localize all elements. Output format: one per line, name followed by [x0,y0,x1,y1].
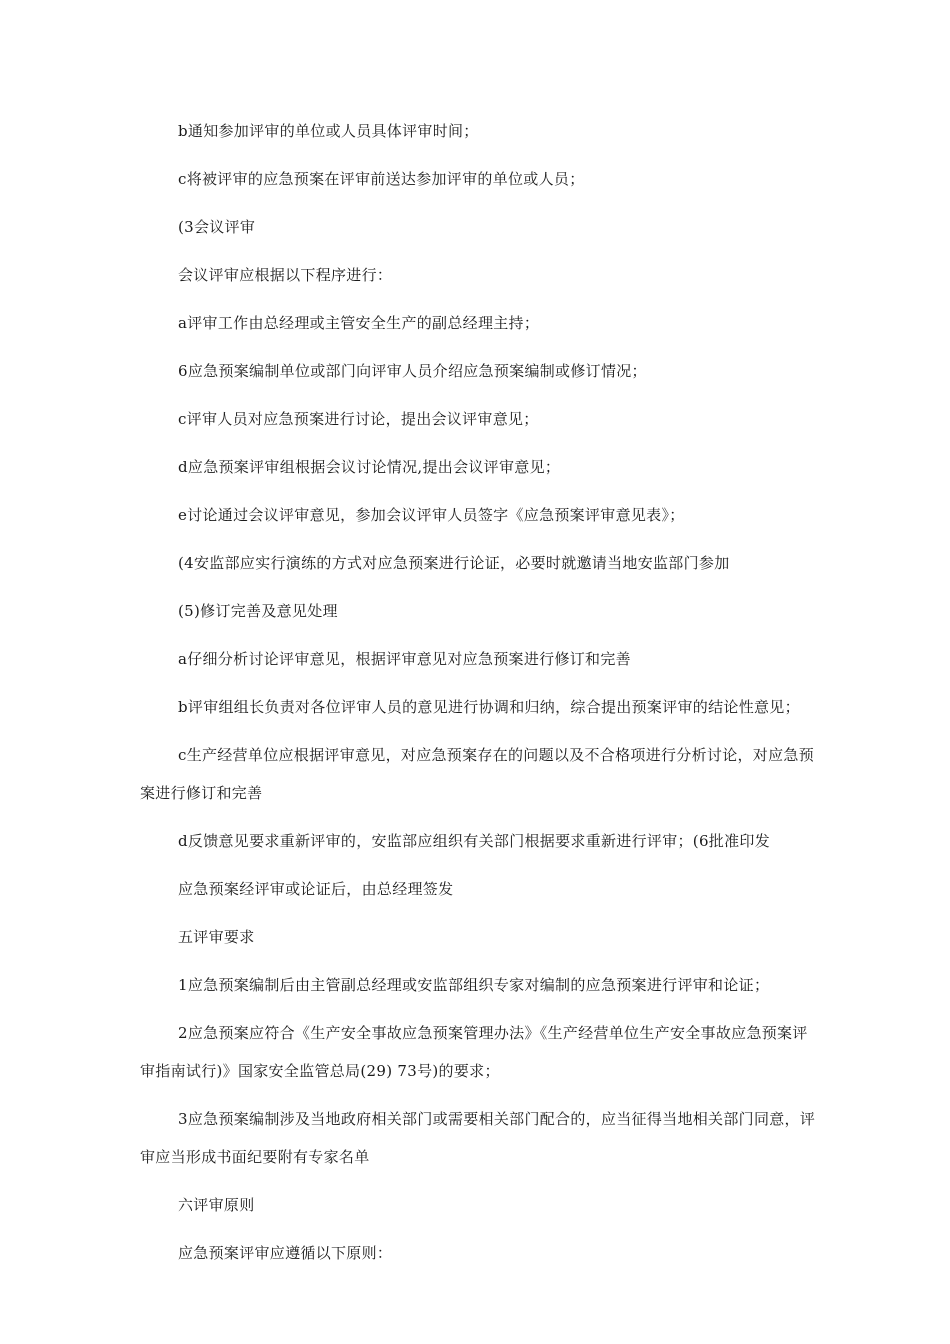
paragraph: 会议评审应根据以下程序进行： [178,266,393,284]
paragraph: a仔细分析讨论评审意见，根据评审意见对应急预案进行修订和完善 [178,650,631,668]
section-heading: 五评审要求 [178,928,255,946]
paragraph: d反馈意见要求重新评审的，安监部应组织有关部门根据要求重新进行评审；(6批准印发 [178,832,771,850]
paragraph: b通知参加评审的单位或人员具体评审时间； [178,122,479,140]
paragraph: c评审人员对应急预案进行讨论，提出会议评审意见； [178,410,539,428]
paragraph: 3应急预案编制涉及当地政府相关部门或需要相关部门配合的，应当征得当地相关部门同意，评审应当形成书面纪要附有专家名单 [140,1110,816,1166]
paragraph: 2应急预案应符合《生产安全事故应急预案管理办法》《生产经营单位生产安全事故应急预案评审指南试行)》国家安全监管总局(29) 73号)的要求； [140,1024,808,1080]
paragraph: 6应急预案编制单位或部门向评审人员介绍应急预案编制或修订情况； [178,362,647,380]
section-heading: (5)修订完善及意见处理 [178,602,338,620]
paragraph: c生产经营单位应根据评审意见，对应急预案存在的问题以及不合格项进行分析讨论，对应急预案进行修订和完善 [140,746,815,802]
section-heading: 六评审原则 [178,1196,255,1214]
document-body [140,112,816,1282]
paragraph: c将被评审的应急预案在评审前送达参加评审的单位或人员； [178,170,585,188]
paragraph: e讨论通过会议评审意见，参加会议评审人员签字《应急预案评审意见表》； [178,506,685,524]
paragraph: 应急预案评审应遵循以下原则： [178,1244,393,1262]
paragraph: a评审工作由总经理或主管安全生产的副总经理主持； [178,314,540,332]
paragraph: b评审组组长负责对各位评审人员的意见进行协调和归纳，综合提出预案评审的结论性意见； [178,698,800,716]
paragraph: 应急预案经评审或论证后，由总经理签发 [178,880,454,898]
section-heading: (3会议评审 [178,218,256,236]
paragraph: (4安监部应实行演练的方式对应急预案进行论证，必要时就邀请当地安监部门参加 [178,554,730,572]
paragraph: 1应急预案编制后由主管副总经理或安监部组织专家对编制的应急预案进行评审和论证； [178,976,770,994]
paragraph: d应急预案评审组根据会议讨论情况,提出会议评审意见； [178,458,561,476]
